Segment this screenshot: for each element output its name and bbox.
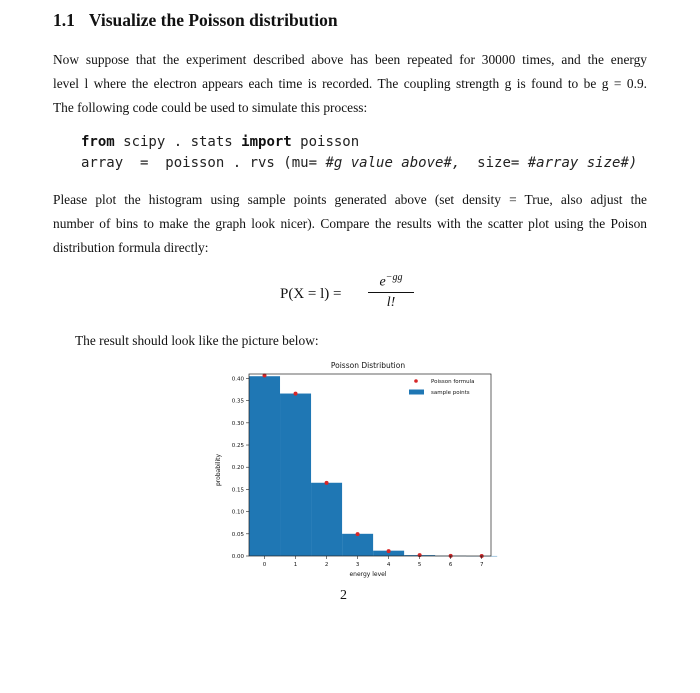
section-heading [53, 10, 338, 31]
legend-marker-samples [409, 390, 424, 395]
x-tick-label: 6 [448, 562, 453, 568]
formula-numerator [366, 272, 416, 292]
y-tick-label: 0.00 [231, 554, 244, 560]
code-line-1 [81, 132, 637, 153]
y-tick-label: 0.15 [231, 487, 244, 494]
code-block [81, 132, 637, 174]
x-tick-label: 3 [355, 562, 360, 568]
formula-base: e [379, 274, 386, 290]
formula-point [387, 549, 391, 553]
poisson-chart [200, 352, 500, 582]
code-name: poisson [291, 134, 360, 150]
formula-denominator: l! [386, 295, 396, 310]
paragraph-line: Please plot the histogram using sample points generated above (set density = True, also adjust the [53, 192, 647, 207]
plot-area [232, 374, 497, 568]
y-tick-label: 0.10 [231, 509, 244, 516]
code-comment-mu: #g value above#, [325, 155, 461, 171]
paragraph-line: Now suppose that the experiment described above has been repeated for 30000 times, and the energy [53, 52, 647, 67]
formula-point [325, 481, 329, 485]
x-tick-label: 5 [417, 562, 422, 568]
y-tick-label: 0.30 [231, 420, 244, 427]
histogram-bar [311, 483, 342, 556]
result-caption: The result should look like the picture below: [75, 333, 319, 348]
paragraph-line: number of bins to make the graph look nicer). Compare the results with the scatter plot using the Poison [53, 216, 647, 231]
y-tick-label: 0.20 [231, 465, 244, 472]
code-module: scipy . stats [114, 134, 242, 150]
paragraph-intro [53, 48, 647, 120]
paragraph-instructions [53, 188, 647, 260]
x-tick-label: 0 [262, 562, 267, 568]
y-tick-label: 0.40 [231, 376, 244, 383]
formula-exponent: −gg [385, 272, 403, 283]
x-tick-label: 1 [293, 562, 298, 568]
section-number: 1.1 [53, 10, 75, 30]
chart-title: Poisson Distribution [330, 361, 406, 370]
histogram-bar [342, 534, 373, 556]
code-keyword-import: import [241, 134, 292, 150]
formula-lhs: P(X = l) = [280, 286, 342, 302]
y-tick-label: 0.05 [231, 531, 244, 538]
legend-label-samples: sample points [431, 390, 470, 396]
x-tick-label: 2 [324, 562, 329, 568]
code-line-2 [81, 153, 637, 174]
code-comment-size: #array size#) [527, 155, 638, 171]
formula-fraction [366, 272, 416, 311]
histogram-bar [249, 376, 280, 556]
page-number: 2 [340, 588, 347, 603]
histogram-bar [280, 394, 311, 556]
paragraph-line: The following code could be used to simulate this process: [53, 100, 368, 115]
x-tick-label: 7 [479, 562, 484, 568]
formula-point [294, 392, 298, 396]
y-axis-label: probability [215, 453, 222, 487]
code-size-arg: size= [460, 155, 528, 171]
code-assignment: array = poisson . rvs (mu= [81, 155, 326, 171]
section-title: Visualize the Poisson distribution [88, 10, 338, 30]
y-tick-label: 0.35 [231, 398, 244, 405]
paragraph-line: level l where the electron appears each time is recorded. The coupling strength g is found to be g = 0.9. [53, 76, 647, 91]
x-axis-label: energy level [349, 571, 387, 578]
code-keyword-from: from [81, 134, 115, 150]
legend-marker-formula [414, 379, 418, 383]
x-tick-label: 4 [386, 562, 391, 568]
legend-label-formula: Poisson formula [431, 379, 475, 385]
paragraph-line: distribution formula directly: [53, 240, 209, 255]
y-tick-label: 0.25 [231, 443, 244, 450]
formula-point [356, 532, 360, 536]
